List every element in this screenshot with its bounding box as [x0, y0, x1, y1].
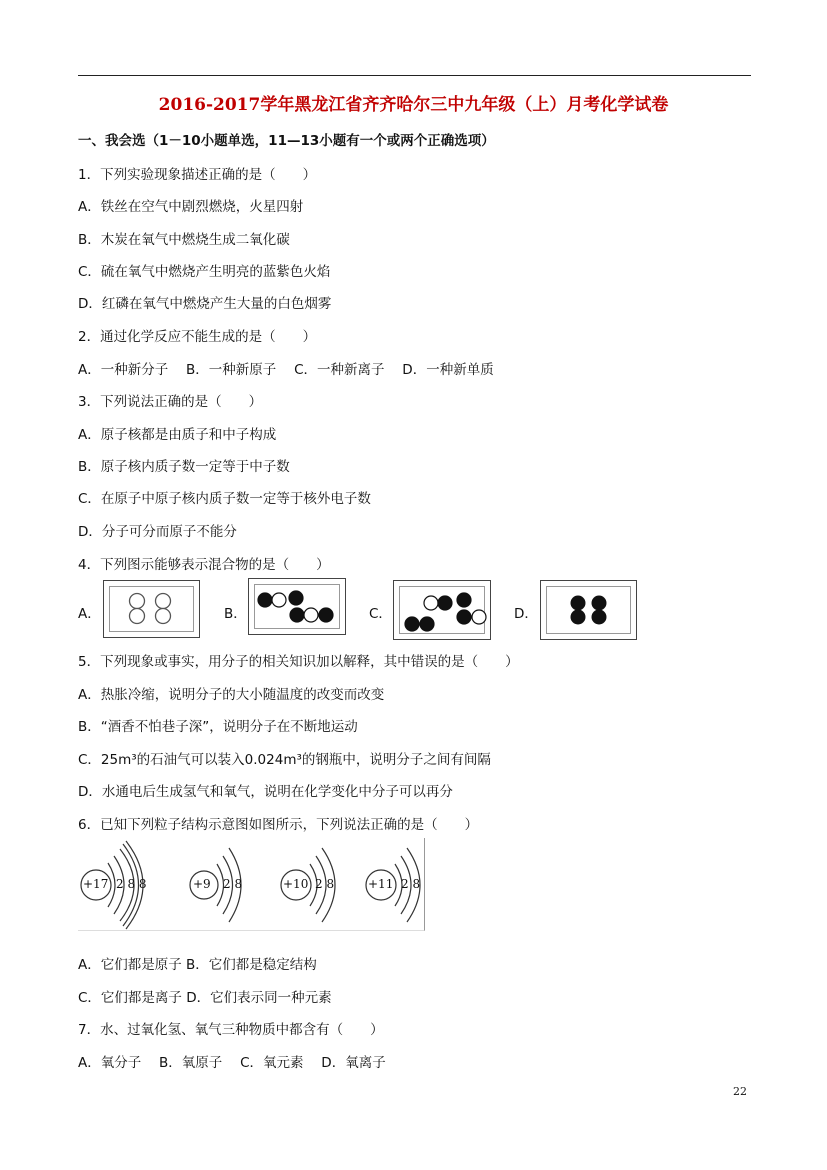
q6-nucleus-3: +10 — [283, 877, 309, 891]
q4-figure-c — [393, 580, 491, 640]
q4-figure-d — [540, 580, 637, 640]
q4-label-d: D． — [514, 606, 538, 622]
q1-option-c: C．硫在氧气中燃烧产生明亮的蓝紫色火焰 — [78, 264, 331, 280]
q6-nucleus-4: +11 — [368, 877, 394, 891]
q4-figure-a-molecules — [104, 581, 199, 637]
q6-stem: 6．已知下列粒子结构示意图如图所示，下列说法正确的是（ ） — [78, 817, 479, 833]
q4-figure-b — [248, 578, 346, 635]
q4-label-a: A． — [78, 606, 101, 622]
page-number: 22 — [733, 1085, 747, 1098]
header-rule — [78, 75, 751, 76]
q7-options: A．氧分子 B．氧原子 C．氧元素 D．氧离子 — [78, 1055, 386, 1071]
q5-option-b: B．“酒香不怕巷子深”，说明分子在不断地运动 — [78, 719, 358, 735]
q1-stem: 1．下列实验现象描述正确的是（ ） — [78, 167, 317, 183]
q2-options: A．一种新分子 B．一种新原子 C．一种新离子 D．一种新单质 — [78, 362, 494, 378]
q6-shells-1: 2 8 8 — [116, 877, 147, 891]
q1-option-a: A．铁丝在空气中剧烈燃烧，火星四射 — [78, 199, 304, 215]
q1-option-d: D．红磷在氧气中燃烧产生大量的白色烟雾 — [78, 296, 332, 312]
q4-label-c: C． — [369, 606, 392, 622]
q3-option-b: B．原子核内质子数一定等于中子数 — [78, 459, 290, 475]
q1-option-b: B．木炭在氧气中燃烧生成二氧化碳 — [78, 232, 290, 248]
page-title: 2016-2017学年黑龙江省齐齐哈尔三中九年级（上）月考化学试卷 — [158, 95, 669, 115]
q6-shells-4: 2 8 — [401, 877, 421, 891]
q6-figure — [78, 838, 425, 931]
q4-figure-a — [103, 580, 200, 638]
q3-option-c: C．在原子中原子核内质子数一定等于核外电子数 — [78, 491, 371, 507]
q4-label-b: B． — [224, 606, 247, 622]
q3-option-d: D．分子可分而原子不能分 — [78, 524, 237, 540]
q6-shells-2: 2 8 — [223, 877, 243, 891]
q2-stem: 2．通过化学反应不能生成的是（ ） — [78, 329, 317, 345]
q7-stem: 7．水、过氧化氢、氧气三种物质中都含有（ ） — [78, 1022, 384, 1038]
section-heading: 一、我会选（1－10小题单选，11—13小题有一个或两个正确选项） — [78, 133, 495, 149]
q6-options-cd: C．它们都是离子 D．它们表示同一种元素 — [78, 990, 332, 1006]
q4-stem: 4．下列图示能够表示混合物的是（ ） — [78, 557, 330, 573]
q6-nucleus-1: +17 — [83, 877, 109, 891]
q4-figure-d-molecules — [541, 581, 636, 639]
q5-stem: 5．下列现象或事实，用分子的相关知识加以解释，其中错误的是（ ） — [78, 654, 519, 670]
q4-figure-b-molecules — [249, 579, 345, 634]
q5-option-d: D．水通电后生成氢气和氧气，说明在化学变化中分子可以再分 — [78, 784, 453, 800]
q6-options-ab: A．它们都是原子 B．它们都是稳定结构 — [78, 957, 317, 973]
q3-stem: 3．下列说法正确的是（ ） — [78, 394, 263, 410]
q5-option-a: A．热胀冷缩，说明分子的大小随温度的改变而改变 — [78, 687, 385, 703]
q4-figure-c-molecules — [394, 581, 490, 639]
q6-nucleus-2: +9 — [193, 877, 211, 891]
q3-option-a: A．原子核都是由质子和中子构成 — [78, 427, 277, 443]
q6-shells-3: 2 8 — [315, 877, 335, 891]
q5-option-c: C．25m³的石油气可以装入0.024m³的钢瓶中，说明分子之间有间隔 — [78, 752, 491, 768]
